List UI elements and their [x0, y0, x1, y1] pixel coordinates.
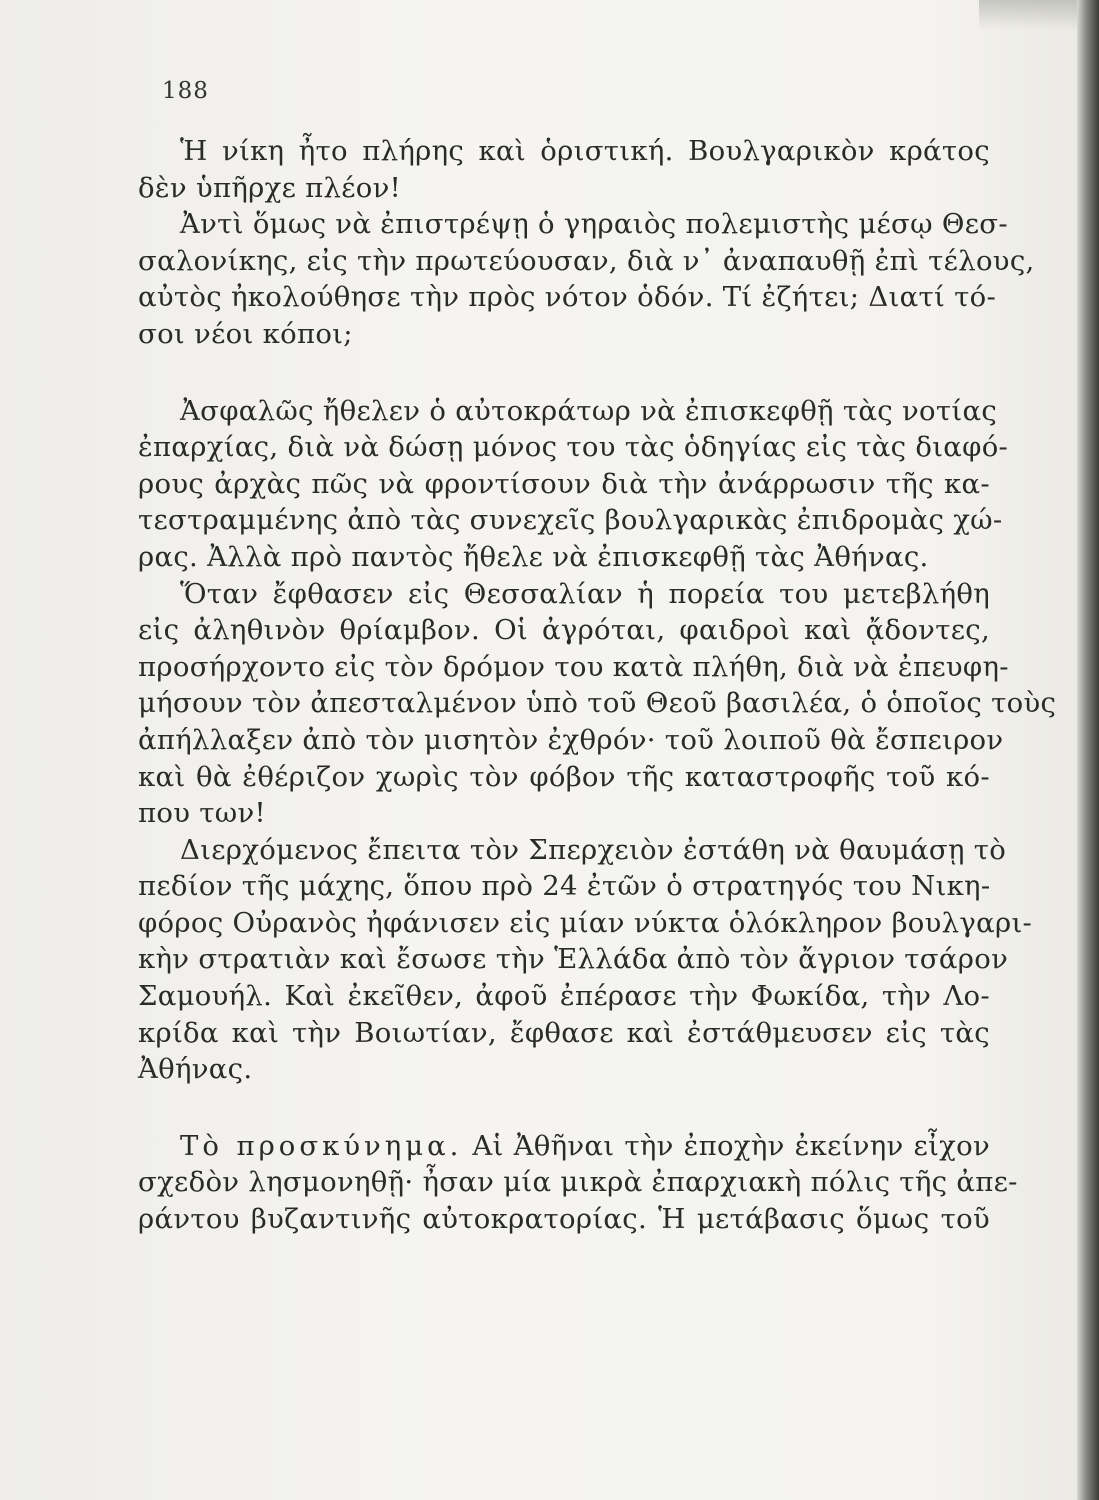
text-line: σοι νέοι κόποι; — [138, 317, 353, 350]
text-line: καὶ θὰ ἐθέριζον χωρὶς τὸν φόβον τῆς καταστροφῆς τοῦ κό- — [138, 760, 990, 793]
text-line: φόρος Οὐρανὸς ἠφάνισεν εἰς μίαν νύκτα ὁλόκληρον βουλγαρι- — [138, 906, 1033, 939]
text-line: Ἀντὶ ὅμως νὰ ἐπιστρέψῃ ὁ γηραιὸς πολεμιστὴς μέσῳ Θεσ- — [180, 208, 1008, 241]
text-line: Ἀσφαλῶς ἤθελεν ὁ αὐτοκράτωρ νὰ ἐπισκεφθῇ τὰς νοτίας — [180, 394, 998, 427]
text-fragment: Αἱ Ἀθῆναι τὴν ἐποχὴν ἐκείνην εἶχον — [472, 1129, 991, 1162]
text-line: δὲν ὑπῆρχε πλέον! — [138, 171, 402, 204]
paragraph-gap — [138, 358, 990, 398]
text-line: σχεδὸν λησμονηθῇ· ἦσαν μία μικρὰ ἐπαρχιακὴ πόλις τῆς ἀπε- — [138, 1166, 1018, 1199]
page-edge — [1077, 0, 1099, 1500]
text-line: ἐπαρχίας, διὰ νὰ δώσῃ μόνος του τὰς ὁδηγίας εἰς τὰς διαφό- — [138, 431, 1009, 464]
section-heading: Τὸ προσκύνημα. — [180, 1129, 463, 1162]
text-line: Σαμουήλ. Καὶ ἐκεῖθεν, ἀφοῦ ἐπέρασε τὴν Φωκίδα, τὴν Λο- — [138, 980, 990, 1013]
text-line: μήσουν τὸν ἀπεσταλμένον ὑπὸ τοῦ Θεοῦ βασιλέα, ὁ ὁποῖος τοὺς — [138, 687, 1057, 720]
text-line: κὴν στρατιὰν καὶ ἔσωσε τὴν Ἑλλάδα ἀπὸ τὸν ἄγριον τσάρον — [138, 943, 1009, 976]
text-line: Ὅταν ἔφθασεν εἰς Θεσσαλίαν ἡ πορεία του μετεβλήθη — [180, 577, 990, 610]
paragraph-gap — [138, 1093, 990, 1133]
text-line: κρίδα καὶ τὴν Βοιωτίαν, ἔφθασε καὶ ἐστάθμευσεν εἰς τὰς — [138, 1016, 990, 1049]
text-line: Ἡ νίκη ἦτο πλήρης καὶ ὁριστική. Βουλγαρικὸν κράτος — [180, 135, 990, 167]
text-line: τεστραμμένης ἀπὸ τὰς συνεχεῖς βουλγαρικὰς ἐπιδρομὰς χώ- — [138, 504, 1003, 537]
text-line: ράντου βυζαντινῆς αὐτοκρατορίας. Ἡ μετάβασις ὅμως τοῦ — [138, 1203, 990, 1236]
text-line: που των! — [138, 797, 266, 830]
text-line: πεδίον τῆς μάχης, ὅπου πρὸ 24 ἐτῶν ὁ στρατηγός του Νικη- — [138, 870, 991, 903]
text-line: αὐτὸς ἠκολούθησε τὴν πρὸς νότον ὁδόν. Τί ἐζήτει; Διατί τό- — [138, 281, 997, 314]
page-number: 188 — [162, 78, 209, 104]
text-line: ρους ἀρχὰς πῶς νὰ φροντίσουν διὰ τὴν ἀνάρρωσιν τῆς κα- — [138, 467, 990, 500]
text-line — [138, 1129, 991, 1170]
text-line: Ἀθήνας. — [138, 1053, 253, 1086]
text-line: Διερχόμενος ἔπειτα τὸν Σπερχειὸν ἐστάθη νὰ θαυμάσῃ τὸ — [180, 833, 1007, 866]
text-line: σαλονίκης, εἰς τὴν πρωτεύουσαν, διὰ ν᾽ ἀναπαυθῇ ἐπὶ τέλους, — [138, 244, 1035, 277]
text-line: προσήρχοντο εἰς τὸν δρόμον του κατὰ πλήθη, διὰ νὰ ἐπευφη- — [138, 650, 1009, 683]
body-text — [138, 135, 1057, 1243]
text-line: εἰς ἀληθινὸν θρίαμβον. Οἱ ἀγρόται, φαιδροὶ καὶ ᾄδοντες, — [138, 614, 990, 647]
text-line: ρας. Ἀλλὰ πρὸ παντὸς ἤθελε νὰ ἐπισκεφθῇ τὰς Ἀθήνας. — [138, 540, 929, 573]
text-line: ἀπήλλαξεν ἀπὸ τὸν μισητὸν ἐχθρόν· τοῦ λοιποῦ θὰ ἔσπειρον — [138, 723, 1004, 756]
